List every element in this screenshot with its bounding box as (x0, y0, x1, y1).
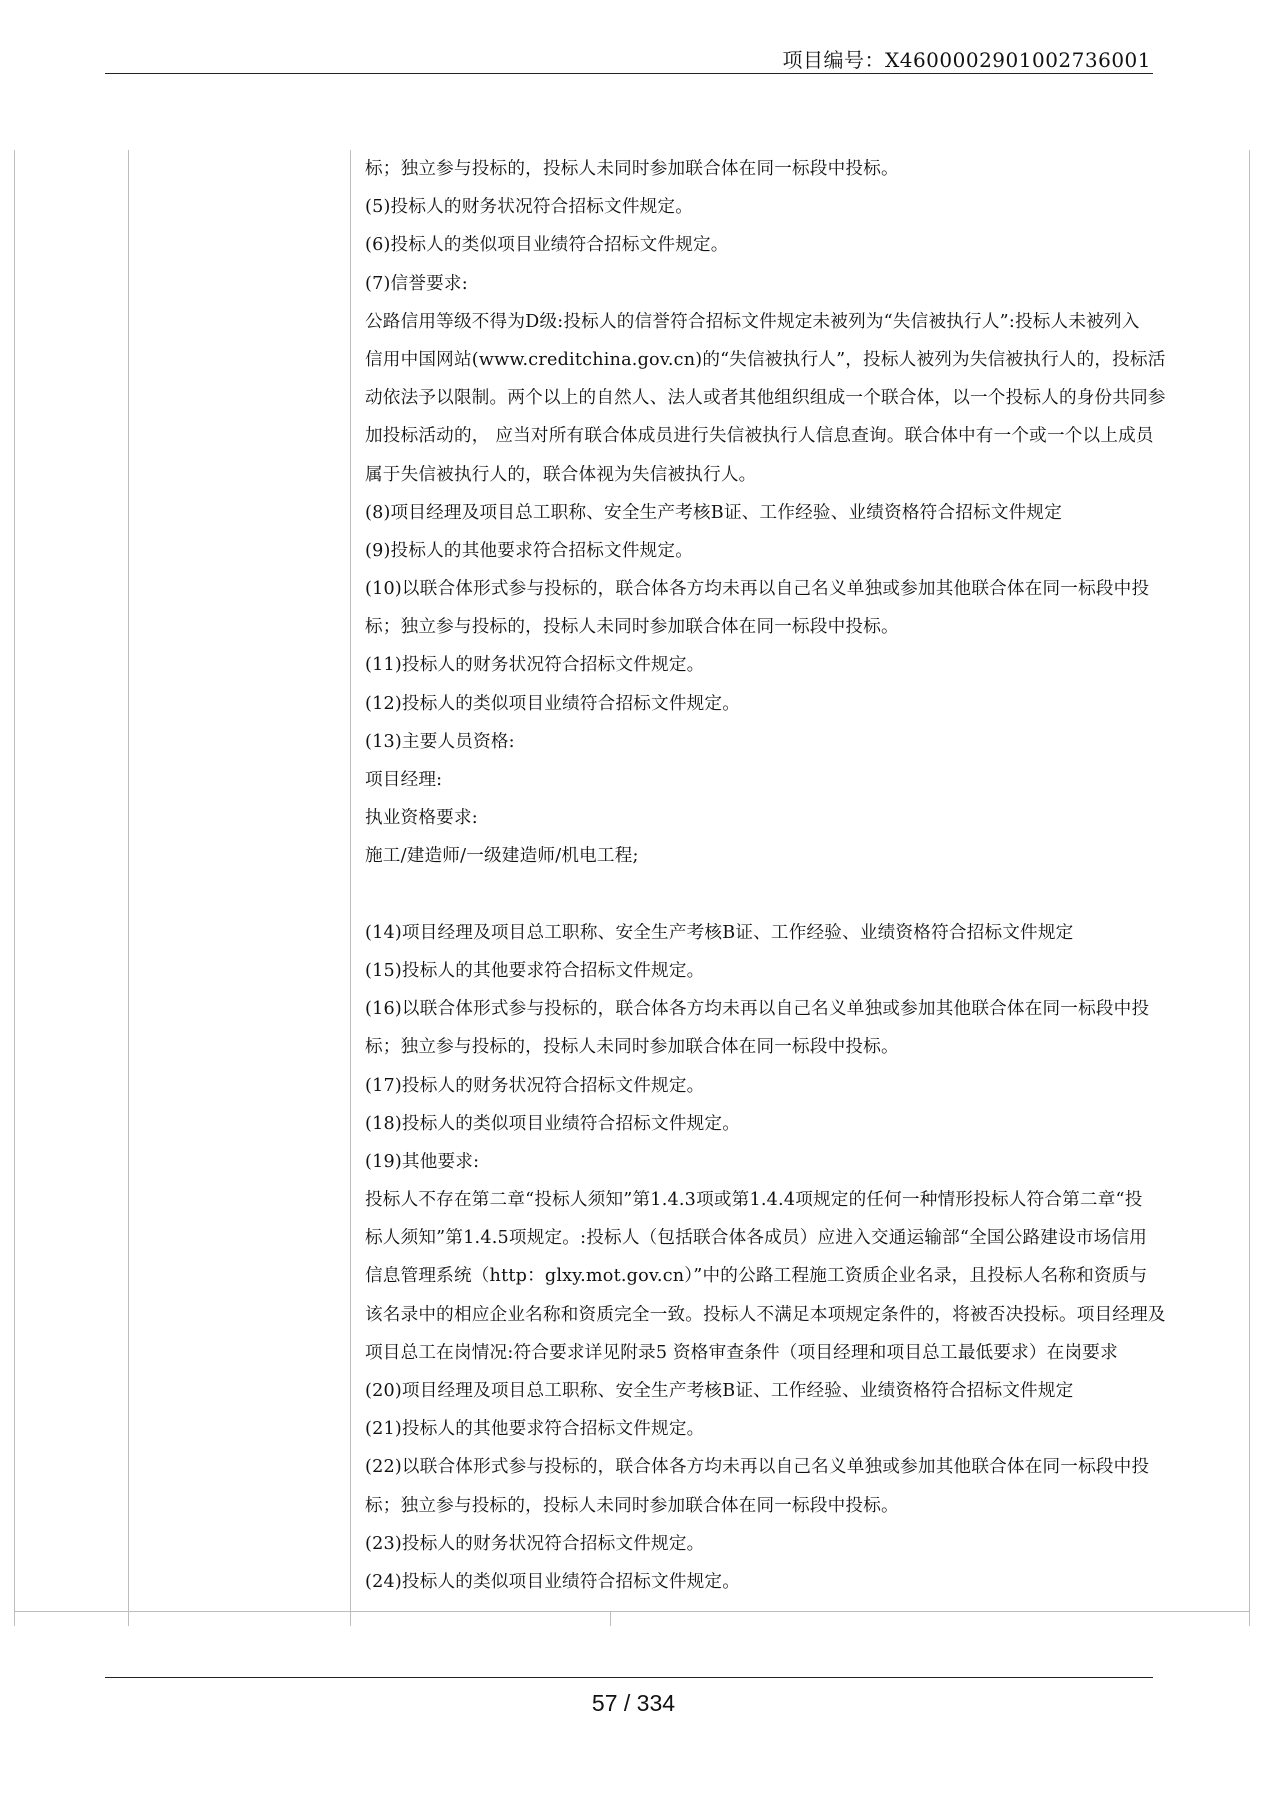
table-column-divider-1 (128, 150, 129, 1626)
page-number: 57 / 334 (591, 1690, 676, 1716)
header-divider (105, 73, 1153, 74)
text-line: 公路信用等级不得为D级:投标人的信誉符合招标文件规定未被列为“失信被执行人”:投标人未被列入 (365, 311, 1140, 332)
text-line: (21)投标人的其他要求符合招标文件规定。 (365, 1419, 705, 1440)
project-number-header: 项目编号：X4600002901002736001 (782, 48, 1151, 72)
text-line: 信息管理系统（http：glxy.mot.gov.cn）”中的公路工程施工资质企业名录，且投标人名称和资质与 (365, 1266, 1148, 1287)
text-line: 动依法予以限制。两个以上的自然人、法人或者其他组织组成一个联合体，以一个投标人的身份共同参 (365, 388, 1166, 409)
text-line: (15)投标人的其他要求符合招标文件规定。 (365, 960, 705, 981)
text-line: 执业资格要求: (365, 808, 478, 829)
text-line: (17)投标人的财务状况符合招标文件规定。 (365, 1075, 705, 1096)
table-border-right (1249, 150, 1250, 1626)
text-line: (12)投标人的类似项目业绩符合招标文件规定。 (365, 693, 740, 714)
text-line: (6)投标人的类似项目业绩符合招标文件规定。 (365, 235, 729, 256)
text-line: (22)以联合体形式参与投标的，联合体各方均未再以自己名义单独或参加其他联合体在同一标段中投 (365, 1457, 1150, 1478)
table-column-divider-3 (610, 1611, 611, 1626)
text-line: 标；独立参与投标的，投标人未同时参加联合体在同一标段中投标。 (365, 1495, 899, 1516)
text-line: 项目经理: (365, 770, 443, 790)
table-column-divider-2 (350, 150, 351, 1626)
text-line: 标；独立参与投标的，投标人未同时参加联合体在同一标段中投标。 (365, 1037, 899, 1058)
text-line: (5)投标人的财务状况符合招标文件规定。 (365, 197, 694, 218)
text-line: (23)投标人的财务状况符合招标文件规定。 (365, 1533, 705, 1554)
text-line: (16)以联合体形式参与投标的，联合体各方均未再以自己名义单独或参加其他联合体在同一标段中投 (365, 999, 1150, 1020)
text-line: 属于失信被执行人的，联合体视为失信被执行人。 (365, 464, 757, 485)
text-line: (19)其他要求: (365, 1151, 480, 1172)
text-line: (9)投标人的其他要求符合招标文件规定。 (365, 540, 694, 561)
blank-line (365, 876, 1225, 914)
text-line: 加投标活动的， 应当对所有联合体成员进行失信被执行人信息查询。联合体中有一个或一个以上成员 (365, 426, 1154, 447)
requirements-text (365, 150, 1225, 1601)
footer-divider (105, 1677, 1153, 1678)
table-border-left (14, 150, 15, 1626)
text-line: (14)项目经理及项目总工职称、安全生产考核B证、工作经验、业绩资格符合招标文件规定 (365, 922, 1074, 943)
text-line: 项目总工在岗情况:符合要求详见附录5 资格审查条件（项目经理和项目总工最低要求）在岗要求 (365, 1342, 1118, 1363)
text-line: 标人须知”第1.4.5项规定。:投标人（包括联合体各成员）应进入交通运输部“全国公路建设市场信用 (365, 1228, 1148, 1249)
text-line: 信用中国网站(www.creditchina.gov.cn)的“失信被执行人”，投标人被列为失信被执行人的，投标活 (365, 349, 1166, 370)
table-row-divider (14, 1611, 1249, 1612)
text-line: (24)投标人的类似项目业绩符合招标文件规定。 (365, 1571, 740, 1592)
text-line: 该名录中的相应企业名称和资质完全一致。投标人不满足本项规定条件的，将被否决投标。项目经理及 (365, 1304, 1166, 1325)
text-line: (20)项目经理及项目总工职称、安全生产考核B证、工作经验、业绩资格符合招标文件规定 (365, 1381, 1074, 1401)
text-line: (18)投标人的类似项目业绩符合招标文件规定。 (365, 1113, 740, 1134)
text-line: (13)主要人员资格: (365, 731, 515, 752)
text-line: 标；独立参与投标的，投标人未同时参加联合体在同一标段中投标。 (365, 159, 899, 179)
text-line: (7)信誉要求: (365, 273, 468, 294)
text-line: (11)投标人的财务状况符合招标文件规定。 (365, 655, 705, 676)
text-line: 施工/建造师/一级建造师/机电工程; (365, 846, 639, 867)
text-line: 投标人不存在第二章“投标人须知”第1.4.3项或第1.4.4项规定的任何一种情形投标人符合第二章“投 (365, 1190, 1143, 1211)
text-line: 标；独立参与投标的，投标人未同时参加联合体在同一标段中投标。 (365, 617, 899, 638)
text-line: (8)项目经理及项目总工职称、安全生产考核B证、工作经验、业绩资格符合招标文件规定 (365, 502, 1063, 523)
text-line: (10)以联合体形式参与投标的，联合体各方均未再以自己名义单独或参加其他联合体在同一标段中投 (365, 579, 1150, 600)
